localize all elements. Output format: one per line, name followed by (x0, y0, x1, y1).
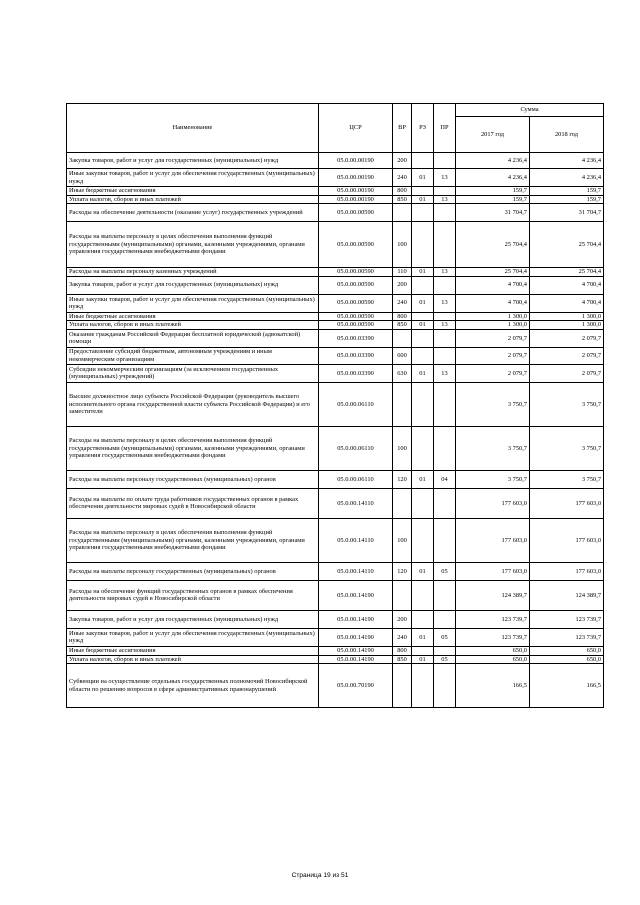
table-row (67, 628, 604, 646)
cell-name: Расходы на выплаты персоналу казенных учреждений (67, 268, 319, 277)
table-row (67, 488, 604, 518)
cell-name: Высшее должностное лицо субъекта Российской Федерации (руководитель высшего исполнительного органа государственной власти субъекта Российской Федерации) и его заместители (67, 382, 319, 426)
cell-vr: 800 (393, 312, 412, 321)
cell-rz (412, 222, 434, 268)
cell-2017: 124 389,7 (456, 580, 530, 610)
cell-pr (434, 222, 456, 268)
cell-csr: 05.0.00.00590 (319, 268, 393, 277)
cell-vr (393, 488, 412, 518)
cell-pr (434, 664, 456, 708)
cell-vr: 120 (393, 562, 412, 580)
cell-2018: 124 389,7 (530, 580, 604, 610)
budget-table (66, 103, 604, 708)
cell-2017: 123 739,7 (456, 610, 530, 628)
cell-pr: 13 (434, 321, 456, 330)
cell-rz: 01 (412, 628, 434, 646)
header-sum: Сумма (456, 104, 604, 117)
cell-name: Закупка товаров, работ и услуг для государственных (муниципальных) нужд (67, 153, 319, 169)
cell-2018: 650,0 (530, 655, 604, 664)
cell-csr: 05.0.00.00590 (319, 204, 393, 222)
table-row (67, 426, 604, 470)
header-vr: ВР (393, 104, 412, 153)
cell-2017: 4 236,4 (456, 153, 530, 169)
cell-csr: 05.0.00.06110 (319, 382, 393, 426)
cell-2018: 123 739,7 (530, 610, 604, 628)
table-row (67, 204, 604, 222)
cell-2017: 2 079,7 (456, 329, 530, 347)
cell-2018: 177 603,0 (530, 518, 604, 562)
cell-vr (393, 664, 412, 708)
cell-name: Расходы на выплаты персоналу в целях обеспечения выполнения функций государственными (муниципальными) органами, казенными учреждениями, органами управления государственными внебюджетными фондами (67, 222, 319, 268)
header-rz: РЗ (412, 104, 434, 153)
cell-vr: 240 (393, 169, 412, 187)
cell-rz: 01 (412, 364, 434, 382)
table-row (67, 610, 604, 628)
cell-name: Иные закупки товаров, работ и услуг для обеспечения государственных (муниципальных) нужд (67, 294, 319, 312)
cell-name: Расходы на выплаты персоналу в целях обеспечения выполнения функций государственными (муниципальными) органами, казенными учреждениями, органами управления государственными внебюджетными фондами (67, 426, 319, 470)
cell-csr: 05.0.00.03390 (319, 329, 393, 347)
cell-2017: 4 700,4 (456, 294, 530, 312)
cell-csr: 05.0.00.00590 (319, 294, 393, 312)
table-row (67, 153, 604, 169)
cell-vr: 850 (393, 195, 412, 204)
cell-vr: 800 (393, 187, 412, 196)
cell-2017: 177 603,0 (456, 488, 530, 518)
cell-rz (412, 312, 434, 321)
cell-2018: 3 750,7 (530, 470, 604, 488)
table-row (67, 312, 604, 321)
cell-rz (412, 347, 434, 364)
table-row (67, 562, 604, 580)
cell-name: Расходы на выплаты персоналу государственных (муниципальных) органов (67, 470, 319, 488)
cell-2018: 1 300,0 (530, 321, 604, 330)
cell-vr: 120 (393, 470, 412, 488)
cell-2017: 31 704,7 (456, 204, 530, 222)
cell-2017: 650,0 (456, 655, 530, 664)
cell-pr (434, 518, 456, 562)
table-row (67, 268, 604, 277)
cell-2017: 2 079,7 (456, 364, 530, 382)
cell-pr: 04 (434, 470, 456, 488)
cell-rz: 01 (412, 562, 434, 580)
cell-rz (412, 187, 434, 196)
cell-2017: 166,5 (456, 664, 530, 708)
cell-csr: 05.0.00.14110 (319, 518, 393, 562)
cell-pr: 13 (434, 294, 456, 312)
cell-vr (393, 580, 412, 610)
cell-rz (412, 426, 434, 470)
cell-vr: 630 (393, 364, 412, 382)
cell-vr: 110 (393, 268, 412, 277)
cell-pr (434, 580, 456, 610)
cell-name: Иные бюджетные ассигнования (67, 646, 319, 655)
header-year-2018: 2018 год (530, 117, 604, 153)
table-row (67, 518, 604, 562)
header-pr: ПР (434, 104, 456, 153)
cell-2018: 159,7 (530, 187, 604, 196)
cell-name: Расходы на обеспечение функций государственных органов в рамках обеспечения деятельности мировых судей в Новосибирской области (67, 580, 319, 610)
cell-2017: 4 236,4 (456, 169, 530, 187)
header-csr: ЦСР (319, 104, 393, 153)
cell-csr: 05.0.00.14110 (319, 488, 393, 518)
cell-pr (434, 276, 456, 294)
cell-csr: 05.0.00.14190 (319, 628, 393, 646)
cell-vr: 850 (393, 321, 412, 330)
cell-vr (393, 329, 412, 347)
cell-vr: 200 (393, 610, 412, 628)
cell-pr (434, 204, 456, 222)
cell-rz: 01 (412, 294, 434, 312)
cell-rz: 01 (412, 195, 434, 204)
cell-2017: 25 704,4 (456, 222, 530, 268)
cell-name: Расходы на выплаты по оплате труда работников государственных органов в рамках обеспечения деятельности мировых судей в Новосибирской области (67, 488, 319, 518)
cell-pr (434, 426, 456, 470)
cell-name: Иные закупки товаров, работ и услуг для обеспечения государственных (муниципальных) нужд (67, 628, 319, 646)
header-year-2017: 2017 год (456, 117, 530, 153)
cell-csr: 05.0.00.14190 (319, 610, 393, 628)
table-row (67, 195, 604, 204)
cell-pr: 05 (434, 628, 456, 646)
cell-vr: 800 (393, 646, 412, 655)
table-row (67, 276, 604, 294)
cell-csr: 05.0.00.00190 (319, 153, 393, 169)
table-row (67, 169, 604, 187)
cell-csr: 05.0.00.14190 (319, 655, 393, 664)
cell-name: Расходы на обеспечение деятельности (оказание услуг) государственных учреждений (67, 204, 319, 222)
cell-vr: 240 (393, 294, 412, 312)
cell-name: Расходы на выплаты персоналу государственных (муниципальных) органов (67, 562, 319, 580)
table-body (67, 153, 604, 708)
cell-2018: 1 300,0 (530, 312, 604, 321)
cell-vr: 850 (393, 655, 412, 664)
cell-name: Иные закупки товаров, работ и услуг для обеспечения государственных (муниципальных) нужд (67, 169, 319, 187)
cell-csr: 05.0.00.00190 (319, 187, 393, 196)
cell-rz (412, 153, 434, 169)
cell-name: Предоставление субсидий бюджетным, автономным учреждениям и иным некоммерческим организациям (67, 347, 319, 364)
table-row (67, 664, 604, 708)
cell-csr: 05.0.00.06110 (319, 470, 393, 488)
cell-rz: 01 (412, 321, 434, 330)
cell-csr: 05.0.00.00190 (319, 195, 393, 204)
cell-rz (412, 382, 434, 426)
cell-name: Субсидии некоммерческим организациям (за исключением государственных (муниципальных) учреждений) (67, 364, 319, 382)
cell-2017: 3 750,7 (456, 470, 530, 488)
cell-vr: 100 (393, 518, 412, 562)
cell-csr: 05.0.00.00590 (319, 222, 393, 268)
table-header (67, 104, 604, 153)
table-row (67, 364, 604, 382)
cell-2018: 159,7 (530, 195, 604, 204)
table-row (67, 347, 604, 364)
cell-pr: 05 (434, 562, 456, 580)
cell-2018: 4 700,4 (530, 294, 604, 312)
cell-vr (393, 382, 412, 426)
cell-2018: 25 704,4 (530, 268, 604, 277)
cell-2017: 177 603,0 (456, 562, 530, 580)
cell-name: Иные бюджетные ассигнования (67, 187, 319, 196)
cell-vr: 200 (393, 153, 412, 169)
cell-2017: 2 079,7 (456, 347, 530, 364)
cell-name: Оказание гражданам Российской Федерации бесплатной юридической (адвокатской) помощи (67, 329, 319, 347)
cell-pr (434, 382, 456, 426)
table-row (67, 382, 604, 426)
cell-csr: 05.0.00.00590 (319, 321, 393, 330)
cell-pr: 13 (434, 195, 456, 204)
cell-name: Субвенции на осуществление отдельных государственных полномочий Новосибирской области по решению вопросов в сфере административных правонарушений (67, 664, 319, 708)
cell-pr: 13 (434, 364, 456, 382)
cell-2018: 3 750,7 (530, 426, 604, 470)
cell-2018: 4 236,4 (530, 169, 604, 187)
cell-vr: 100 (393, 222, 412, 268)
cell-2017: 3 750,7 (456, 382, 530, 426)
cell-name: Закупка товаров, работ и услуг для государственных (муниципальных) нужд (67, 610, 319, 628)
header-name: Наименование (67, 104, 319, 153)
cell-vr: 200 (393, 276, 412, 294)
cell-name: Уплата налогов, сборов и иных платежей (67, 321, 319, 330)
cell-pr: 13 (434, 169, 456, 187)
cell-name: Закупка товаров, работ и услуг для государственных (муниципальных) нужд (67, 276, 319, 294)
cell-2018: 177 603,0 (530, 488, 604, 518)
cell-rz (412, 204, 434, 222)
cell-2017: 1 300,0 (456, 312, 530, 321)
cell-pr (434, 312, 456, 321)
table-row (67, 470, 604, 488)
cell-csr: 05.0.00.00590 (319, 276, 393, 294)
table-row (67, 580, 604, 610)
cell-2018: 3 750,7 (530, 382, 604, 426)
cell-2018: 4 236,4 (530, 153, 604, 169)
cell-2018: 166,5 (530, 664, 604, 708)
cell-csr: 05.0.00.70190 (319, 664, 393, 708)
cell-vr: 600 (393, 347, 412, 364)
table-row (67, 646, 604, 655)
cell-2017: 177 603,0 (456, 518, 530, 562)
cell-2018: 2 079,7 (530, 364, 604, 382)
cell-2017: 4 700,4 (456, 276, 530, 294)
cell-2017: 650,0 (456, 646, 530, 655)
cell-2018: 650,0 (530, 646, 604, 655)
cell-pr (434, 646, 456, 655)
cell-rz (412, 488, 434, 518)
cell-rz (412, 518, 434, 562)
table-row (67, 294, 604, 312)
cell-csr: 05.0.00.03390 (319, 347, 393, 364)
cell-name: Уплата налогов, сборов и иных платежей (67, 195, 319, 204)
cell-csr: 05.0.00.06110 (319, 426, 393, 470)
cell-rz: 01 (412, 169, 434, 187)
cell-csr: 05.0.00.14190 (319, 646, 393, 655)
cell-2017: 3 750,7 (456, 426, 530, 470)
cell-vr: 100 (393, 426, 412, 470)
cell-rz (412, 580, 434, 610)
cell-2018: 177 603,0 (530, 562, 604, 580)
table-row (67, 187, 604, 196)
cell-name: Расходы на выплаты персоналу в целях обеспечения выполнения функций государственными (муниципальными) органами, казенными учреждениями, органами управления государственными внебюджетными фондами (67, 518, 319, 562)
cell-rz (412, 610, 434, 628)
cell-pr (434, 488, 456, 518)
cell-2018: 31 704,7 (530, 204, 604, 222)
cell-csr: 05.0.00.14190 (319, 580, 393, 610)
cell-2017: 159,7 (456, 195, 530, 204)
cell-rz (412, 664, 434, 708)
cell-vr (393, 204, 412, 222)
table-row (67, 329, 604, 347)
page-number: Страница 19 из 51 (291, 872, 349, 879)
cell-rz: 01 (412, 655, 434, 664)
cell-2017: 25 704,4 (456, 268, 530, 277)
table-row (67, 321, 604, 330)
cell-2018: 4 700,4 (530, 276, 604, 294)
cell-rz: 01 (412, 268, 434, 277)
cell-2017: 1 300,0 (456, 321, 530, 330)
cell-pr (434, 347, 456, 364)
cell-pr (434, 610, 456, 628)
cell-2017: 159,7 (456, 187, 530, 196)
cell-pr (434, 153, 456, 169)
cell-2018: 2 079,7 (530, 329, 604, 347)
cell-pr (434, 329, 456, 347)
cell-name: Иные бюджетные ассигнования (67, 312, 319, 321)
cell-2018: 123 739,7 (530, 628, 604, 646)
cell-pr: 05 (434, 655, 456, 664)
cell-rz: 01 (412, 470, 434, 488)
cell-pr (434, 187, 456, 196)
cell-2018: 25 704,4 (530, 222, 604, 268)
cell-rz (412, 276, 434, 294)
cell-vr: 240 (393, 628, 412, 646)
cell-name: Уплата налогов, сборов и иных платежей (67, 655, 319, 664)
cell-pr: 13 (434, 268, 456, 277)
cell-csr: 05.0.00.14110 (319, 562, 393, 580)
cell-csr: 05.0.00.03390 (319, 364, 393, 382)
cell-rz (412, 329, 434, 347)
table-row (67, 655, 604, 664)
cell-csr: 05.0.00.00590 (319, 312, 393, 321)
cell-csr: 05.0.00.00190 (319, 169, 393, 187)
cell-2017: 123 739,7 (456, 628, 530, 646)
table-row (67, 222, 604, 268)
cell-rz (412, 646, 434, 655)
cell-2018: 2 079,7 (530, 347, 604, 364)
